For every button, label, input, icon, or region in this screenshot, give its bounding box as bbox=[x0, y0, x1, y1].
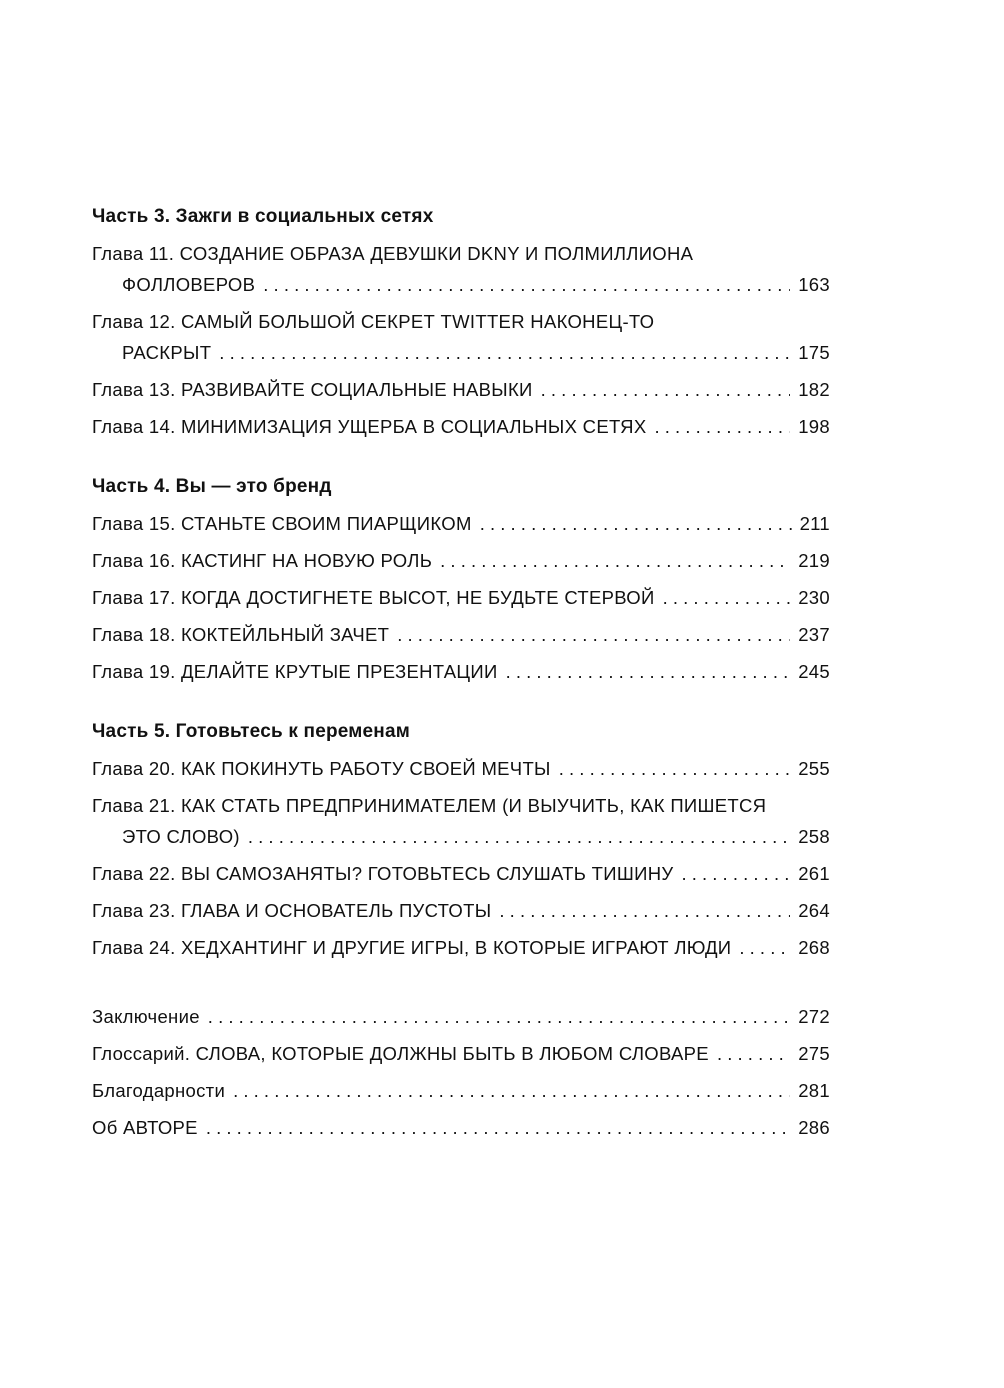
dot-leader bbox=[480, 508, 792, 539]
toc-entry-chapter-14[interactable] bbox=[92, 411, 830, 442]
page-number: 268 bbox=[798, 937, 830, 958]
page-number: 219 bbox=[798, 550, 830, 571]
entry-title: Глава 15. СТАНЬТЕ СВОИМ ПИАРЩИКОМ bbox=[92, 513, 472, 534]
dot-leader bbox=[739, 932, 790, 963]
entry-title: Глава 18. КОКТЕЙЛЬНЫЙ ЗАЧЕТ bbox=[92, 624, 390, 645]
page-number: 255 bbox=[798, 758, 830, 779]
dot-leader bbox=[663, 582, 791, 613]
dot-leader bbox=[233, 1075, 790, 1106]
dot-leader bbox=[208, 1001, 790, 1032]
page-number: 230 bbox=[798, 587, 830, 608]
dot-leader bbox=[541, 374, 791, 405]
toc-entry-chapter-19[interactable] bbox=[92, 656, 830, 687]
page-number: 237 bbox=[798, 624, 830, 645]
entry-title: Благодарности bbox=[92, 1080, 226, 1101]
dot-leader bbox=[219, 337, 790, 368]
entry-title-cont: ФОЛЛОВЕРОВ bbox=[122, 274, 256, 295]
page-number: 163 bbox=[798, 274, 830, 295]
toc-entry-chapter-12[interactable] bbox=[92, 306, 830, 368]
toc-entry-acknowledgements[interactable] bbox=[92, 1075, 830, 1106]
entry-title-cont: РАСКРЫТ bbox=[122, 342, 212, 363]
toc-entry-glossary[interactable] bbox=[92, 1038, 830, 1069]
dot-leader bbox=[506, 656, 791, 687]
dot-leader bbox=[248, 821, 790, 852]
toc-entry-chapter-15[interactable] bbox=[92, 508, 830, 539]
page-number: 264 bbox=[798, 900, 830, 921]
part-4 bbox=[92, 470, 830, 687]
dot-leader bbox=[654, 411, 790, 442]
entry-title: Глава 23. ГЛАВА И ОСНОВАТЕЛЬ ПУСТОТЫ bbox=[92, 900, 492, 921]
entry-title: Глава 20. КАК ПОКИНУТЬ РАБОТУ СВОЕЙ МЕЧТЫ bbox=[92, 758, 551, 779]
entry-title: Об АВТОРЕ bbox=[92, 1117, 198, 1138]
page-number: 175 bbox=[798, 342, 830, 363]
dot-leader bbox=[206, 1112, 790, 1143]
dot-leader bbox=[717, 1038, 790, 1069]
dot-leader bbox=[397, 619, 790, 650]
dot-leader bbox=[681, 858, 790, 889]
dot-leader bbox=[440, 545, 790, 576]
toc-entry-chapter-11[interactable] bbox=[92, 238, 830, 300]
toc-entry-chapter-22[interactable] bbox=[92, 858, 830, 889]
table-of-contents bbox=[92, 200, 830, 1149]
part-title: Часть 3. Зажги в социальных сетях bbox=[92, 206, 434, 227]
part-title: Часть 4. Вы — это бренд bbox=[92, 476, 332, 497]
page-number: 211 bbox=[799, 513, 830, 534]
entry-title: Глава 13. РАЗВИВАЙТЕ СОЦИАЛЬНЫЕ НАВЫКИ bbox=[92, 379, 533, 400]
page-number: 261 bbox=[798, 863, 830, 884]
entry-title-cont: ЭТО СЛОВО) bbox=[122, 826, 240, 847]
page-number: 258 bbox=[798, 826, 830, 847]
toc-entry-chapter-17[interactable] bbox=[92, 582, 830, 613]
entry-title: Заключение bbox=[92, 1006, 200, 1027]
dot-leader bbox=[499, 895, 790, 926]
entry-title: Глава 22. ВЫ САМОЗАНЯТЫ? ГОТОВЬТЕСЬ СЛУШАТЬ ТИШИНУ bbox=[92, 863, 674, 884]
entry-title: Глава 11. СОЗДАНИЕ ОБРАЗА ДЕВУШКИ DKNY И ПОЛМИЛЛИОНА bbox=[92, 243, 694, 264]
page-number: 286 bbox=[798, 1117, 830, 1138]
toc-entry-chapter-24[interactable] bbox=[92, 932, 830, 963]
page-number: 198 bbox=[798, 416, 830, 437]
page-number: 281 bbox=[798, 1080, 830, 1101]
page-number: 245 bbox=[798, 661, 830, 682]
dot-leader bbox=[559, 753, 790, 784]
entry-title: Глава 16. КАСТИНГ НА НОВУЮ РОЛЬ bbox=[92, 550, 433, 571]
entry-title: Глава 19. ДЕЛАЙТЕ КРУТЫЕ ПРЕЗЕНТАЦИИ bbox=[92, 661, 498, 682]
entry-title: Глава 17. КОГДА ДОСТИГНЕТЕ ВЫСОТ, НЕ БУДЬТЕ СТЕРВОЙ bbox=[92, 587, 655, 608]
backmatter bbox=[92, 1001, 830, 1143]
page-number: 272 bbox=[798, 1006, 830, 1027]
page-number: 275 bbox=[798, 1043, 830, 1064]
toc-entry-chapter-20[interactable] bbox=[92, 753, 830, 784]
toc-entry-chapter-23[interactable] bbox=[92, 895, 830, 926]
page-number: 182 bbox=[798, 379, 830, 400]
toc-entry-chapter-16[interactable] bbox=[92, 545, 830, 576]
part-title: Часть 5. Готовьтесь к переменам bbox=[92, 721, 411, 742]
entry-title: Глава 14. МИНИМИЗАЦИЯ УЩЕРБА В СОЦИАЛЬНЫХ СЕТЯХ bbox=[92, 416, 647, 437]
toc-entry-conclusion[interactable] bbox=[92, 1001, 830, 1032]
toc-entry-chapter-18[interactable] bbox=[92, 619, 830, 650]
part-3 bbox=[92, 200, 830, 442]
toc-entry-chapter-13[interactable] bbox=[92, 374, 830, 405]
toc-entry-chapter-21[interactable] bbox=[92, 790, 830, 852]
entry-title: Глоссарий. СЛОВА, КОТОРЫЕ ДОЛЖНЫ БЫТЬ В ЛЮБОМ СЛОВАРЕ bbox=[92, 1043, 709, 1064]
dot-leader bbox=[263, 269, 790, 300]
entry-title: Глава 21. КАК СТАТЬ ПРЕДПРИНИМАТЕЛЕМ (И ВЫУЧИТЬ, КАК ПИШЕТСЯ bbox=[92, 795, 767, 816]
toc-entry-about-author[interactable] bbox=[92, 1112, 830, 1143]
part-5 bbox=[92, 715, 830, 963]
entry-title: Глава 24. ХЕДХАНТИНГ И ДРУГИЕ ИГРЫ, В КОТОРЫЕ ИГРАЮТ ЛЮДИ bbox=[92, 937, 732, 958]
entry-title: Глава 12. САМЫЙ БОЛЬШОЙ СЕКРЕТ TWITTER НАКОНЕЦ-ТО bbox=[92, 311, 655, 332]
